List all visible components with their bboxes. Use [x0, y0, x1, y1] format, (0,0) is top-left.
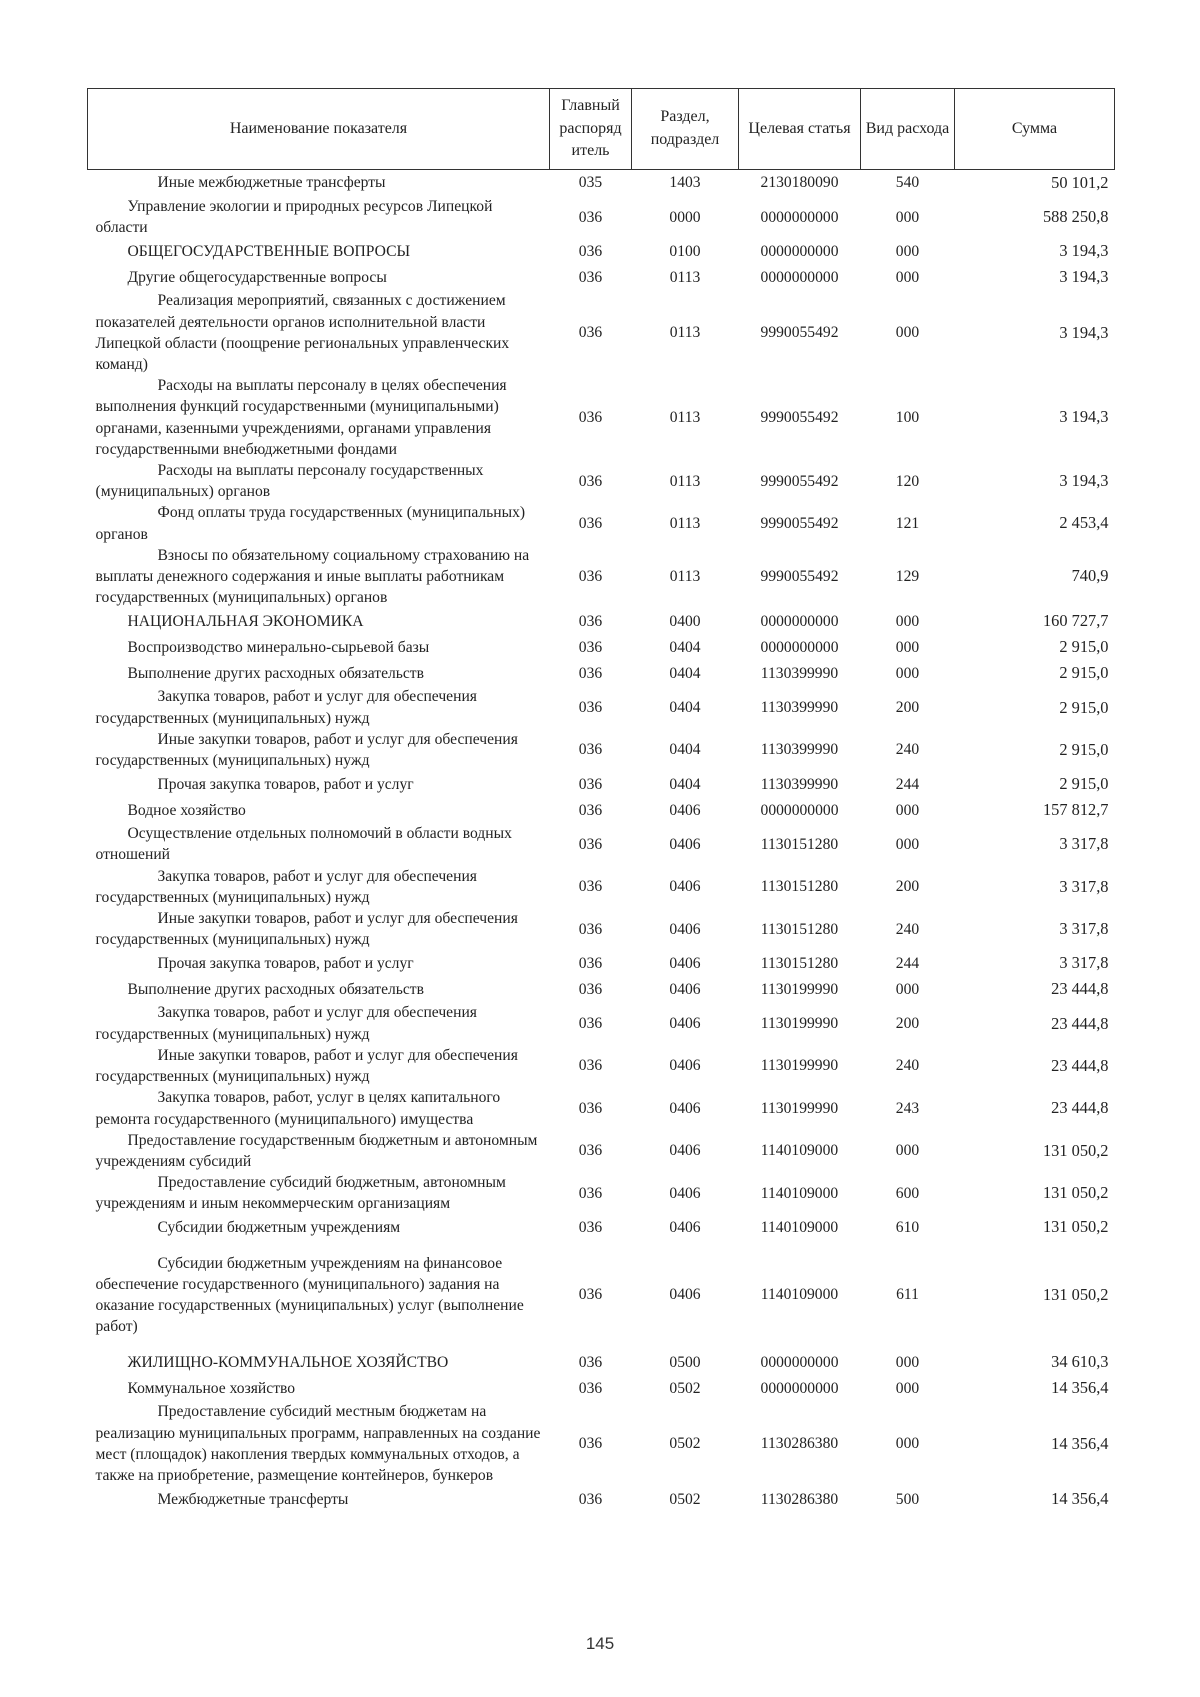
row-razdel: 0502 [669, 1490, 701, 1508]
table-row [88, 729, 1115, 771]
row-sum: 2 915,0 [1059, 637, 1109, 657]
row-name: Субсидии бюджетным учреждениям [157, 1218, 401, 1236]
row-target-article: 1130286380 [760, 1490, 839, 1508]
row-name: Межбюджетные трансферты [157, 1490, 349, 1508]
row-razdel: 0406 [669, 920, 701, 938]
row-grbs: 036 [578, 612, 603, 630]
row-razdel: 0000 [669, 208, 701, 226]
row-expense-type: 100 [895, 409, 920, 427]
row-sum: 14 356,4 [1051, 1488, 1109, 1508]
row-expense-type: 000 [895, 1379, 920, 1397]
row-sum: 50 101,2 [1051, 172, 1109, 192]
row-grbs: 036 [578, 268, 603, 286]
row-name: Предоставление субсидий местным бюджетам на реализацию муниципальных программ, направленных на создание мест (площадок) накопления твердых коммунальных отходов, а также на приобретение, размещение контейнеров, бункеров [95, 1403, 541, 1484]
row-name: Предоставление субсидий бюджетным, автономным учреждениям и иным некоммерческим организациям [95, 1174, 506, 1213]
row-sum: 2 915,0 [1059, 697, 1109, 717]
row-grbs: 036 [578, 699, 603, 717]
row-sum: 131 050,2 [1042, 1183, 1109, 1203]
row-razdel: 0406 [669, 1184, 701, 1202]
row-expense-type: 000 [895, 801, 920, 819]
row-grbs: 036 [578, 1099, 603, 1117]
table-row [88, 502, 1115, 544]
row-sum: 3 317,8 [1059, 834, 1109, 854]
row-sum: 2 915,0 [1059, 739, 1109, 759]
row-name: Иные закупки товаров, работ и услуг для обеспечения государственных (муниципальных) нужд [95, 910, 518, 949]
row-grbs: 036 [578, 1015, 603, 1033]
row-target-article: 9990055492 [760, 472, 839, 490]
row-expense-type: 540 [895, 174, 920, 192]
table-row [88, 1241, 1115, 1350]
row-razdel: 0406 [669, 835, 701, 853]
row-grbs: 036 [578, 1218, 603, 1236]
row-expense-type: 200 [895, 1015, 920, 1033]
row-name: Фонд оплаты труда государственных (муниципальных) органов [95, 504, 526, 543]
table-row [88, 660, 1115, 686]
row-sum: 2 453,4 [1059, 513, 1109, 533]
row-grbs: 036 [578, 638, 603, 656]
row-grbs: 036 [578, 954, 603, 972]
row-name: Водное хозяйство [127, 801, 246, 819]
row-expense-type: 240 [895, 920, 920, 938]
row-expense-type: 129 [895, 568, 920, 586]
header-sum: Сумма [955, 89, 1115, 170]
row-name: Закупка товаров, работ и услуг для обеспечения государственных (муниципальных) нужд [95, 1004, 477, 1043]
table-row [88, 1002, 1115, 1044]
row-target-article: 0000000000 [760, 638, 839, 656]
row-target-article: 1130399990 [760, 664, 839, 682]
row-target-article: 1140109000 [760, 1184, 839, 1202]
row-razdel: 0406 [669, 1142, 701, 1160]
row-razdel: 0404 [669, 664, 701, 682]
row-sum: 131 050,2 [1042, 1140, 1109, 1160]
row-expense-type: 000 [895, 1353, 920, 1371]
row-name: Выполнение других расходных обязательств [127, 980, 424, 998]
row-name: Субсидии бюджетным учреждениям на финансовое обеспечение государственного (муниципального) задания на оказание государственных (муниципальных) услуг (выполнение работ) [95, 1254, 524, 1336]
row-target-article: 9990055492 [760, 324, 839, 342]
row-grbs: 035 [578, 174, 603, 192]
table-row [88, 1486, 1115, 1512]
table-row [88, 1087, 1115, 1129]
header-grbs: Главный распоряд итель [550, 89, 632, 170]
table-row [88, 1215, 1115, 1241]
header-razdel: Раздел, подраздел [632, 89, 739, 170]
budget-table [87, 88, 1115, 1512]
row-razdel: 0406 [669, 1099, 701, 1117]
row-expense-type: 611 [896, 1286, 919, 1304]
row-grbs: 036 [578, 568, 603, 586]
header-target-article: Целевая статья [739, 89, 861, 170]
row-name: Выполнение других расходных обязательств [127, 664, 424, 682]
row-grbs: 036 [578, 775, 603, 793]
row-razdel: 0404 [669, 741, 701, 759]
row-razdel: 0500 [669, 1353, 701, 1371]
row-expense-type: 243 [895, 1099, 920, 1117]
row-sum: 34 610,3 [1051, 1352, 1109, 1372]
table-row [88, 823, 1115, 865]
row-grbs: 036 [578, 980, 603, 998]
table-row [88, 460, 1115, 502]
row-razdel: 0406 [669, 1286, 701, 1304]
row-name: Воспроизводство минерально-сырьевой базы [127, 638, 430, 656]
row-target-article: 2130180090 [760, 174, 839, 192]
table-row [88, 1130, 1115, 1172]
row-name: Иные закупки товаров, работ и услуг для обеспечения государственных (муниципальных) нужд [95, 1046, 518, 1086]
row-razdel: 0400 [669, 612, 701, 630]
row-sum: 3 194,3 [1059, 267, 1109, 287]
table-row [88, 976, 1115, 1002]
row-sum: 160 727,7 [1042, 611, 1109, 631]
row-expense-type: 000 [895, 664, 920, 682]
row-razdel: 0113 [669, 472, 701, 490]
page-number: 145 [585, 1634, 615, 1653]
row-name: Взносы по обязательному социальному страхованию на выплаты денежного содержания и иные выплаты работникам государственных (муниципальных) органов [95, 546, 530, 607]
row-expense-type: 120 [895, 472, 920, 490]
row-name: Коммунальное хозяйство [127, 1379, 296, 1397]
row-grbs: 036 [578, 324, 603, 342]
table-header [88, 89, 1115, 170]
row-sum: 3 194,3 [1059, 241, 1109, 261]
row-razdel: 0404 [669, 699, 701, 717]
row-expense-type: 000 [895, 242, 920, 260]
row-grbs: 036 [578, 1057, 603, 1075]
row-grbs: 036 [578, 835, 603, 853]
table-row [88, 1349, 1115, 1375]
row-razdel: 0406 [669, 980, 701, 998]
row-target-article: 1130199990 [760, 1057, 839, 1075]
row-grbs: 036 [578, 1435, 603, 1453]
row-expense-type: 000 [895, 638, 920, 656]
row-target-article: 1140109000 [760, 1142, 839, 1160]
row-razdel: 0113 [669, 268, 701, 286]
row-razdel: 0404 [669, 775, 701, 793]
row-expense-type: 000 [895, 208, 920, 226]
row-razdel: 0406 [669, 1057, 701, 1075]
row-sum: 131 050,2 [1042, 1217, 1109, 1237]
row-name: Прочая закупка товаров, работ и услуг [157, 954, 414, 972]
row-target-article: 0000000000 [760, 1379, 839, 1397]
row-name: НАЦИОНАЛЬНАЯ ЭКОНОМИКА [127, 612, 364, 630]
row-grbs: 036 [578, 801, 603, 819]
row-razdel: 1403 [669, 174, 701, 192]
row-expense-type: 000 [895, 835, 920, 853]
row-sum: 3 194,3 [1059, 471, 1109, 491]
row-expense-type: 200 [895, 699, 920, 717]
row-grbs: 036 [578, 1142, 603, 1160]
table-row [88, 1375, 1115, 1401]
row-expense-type: 600 [895, 1184, 920, 1202]
row-grbs: 036 [578, 878, 603, 896]
row-expense-type: 000 [895, 612, 920, 630]
row-expense-type: 000 [895, 1142, 920, 1160]
row-expense-type: 240 [895, 1057, 920, 1075]
row-sum: 3 317,8 [1059, 953, 1109, 973]
row-grbs: 036 [578, 1353, 603, 1371]
table-row [88, 238, 1115, 264]
row-sum: 23 444,8 [1051, 1055, 1109, 1075]
row-razdel: 0406 [669, 801, 701, 819]
row-expense-type: 121 [895, 515, 920, 533]
row-sum: 23 444,8 [1051, 1013, 1109, 1033]
table-row [88, 170, 1115, 197]
row-target-article: 1130399990 [760, 699, 839, 717]
row-name: ЖИЛИЩНО-КОММУНАЛЬНОЕ ХОЗЯЙСТВО [127, 1353, 449, 1371]
row-target-article: 9990055492 [760, 409, 839, 427]
table-row [88, 375, 1115, 460]
row-target-article: 1130151280 [760, 954, 839, 972]
row-sum: 14 356,4 [1051, 1433, 1109, 1453]
row-sum: 14 356,4 [1051, 1378, 1109, 1398]
row-name: Другие общегосударственные вопросы [127, 268, 387, 286]
row-name: Реализация мероприятий, связанных с достижением показателей деятельности органов исполнительной власти Липецкой области (поощрение региональных управленческих команд) [95, 292, 510, 374]
row-target-article: 9990055492 [760, 515, 839, 533]
row-expense-type: 500 [895, 1490, 920, 1508]
row-sum: 157 812,7 [1042, 800, 1109, 820]
row-expense-type: 244 [895, 775, 920, 793]
row-razdel: 0406 [669, 1015, 701, 1033]
row-sum: 3 194,3 [1059, 407, 1109, 427]
row-razdel: 0113 [669, 568, 701, 586]
row-expense-type: 000 [895, 1435, 920, 1453]
row-name: Расходы на выплаты персоналу государственных (муниципальных) органов [95, 462, 484, 501]
table-row [88, 545, 1115, 609]
table-row [88, 686, 1115, 728]
row-sum: 3 317,8 [1059, 919, 1109, 939]
header-expense-type: Вид расхода [861, 89, 955, 170]
row-sum: 2 915,0 [1059, 663, 1109, 683]
row-grbs: 036 [578, 409, 603, 427]
row-target-article: 0000000000 [760, 268, 839, 286]
row-sum: 3 317,8 [1059, 876, 1109, 896]
table-row [88, 634, 1115, 660]
row-target-article: 1130399990 [760, 741, 839, 759]
row-sum: 740,9 [1071, 566, 1109, 586]
table-body [88, 170, 1115, 1513]
row-grbs: 036 [578, 1379, 603, 1397]
row-target-article: 0000000000 [760, 1353, 839, 1371]
row-name: Иные межбюджетные трансферты [157, 174, 386, 192]
table-row [88, 1401, 1115, 1486]
row-target-article: 1140109000 [760, 1218, 839, 1236]
row-grbs: 036 [578, 208, 603, 226]
header-name: Наименование показателя [88, 89, 550, 170]
table-row [88, 1172, 1115, 1214]
row-razdel: 0113 [669, 324, 701, 342]
row-razdel: 0502 [669, 1379, 701, 1397]
row-name: Закупка товаров, работ, услуг в целях капитального ремонта государственного (муниципального) имущества [95, 1089, 501, 1128]
row-target-article: 1130199990 [760, 980, 839, 998]
row-name: Расходы на выплаты персоналу в целях обеспечения выполнения функций государственными (муниципальными) органами, казенными учреждениями, органами управления государственными внебюджетными фондами [95, 377, 507, 458]
row-expense-type: 244 [895, 954, 920, 972]
table-row [88, 771, 1115, 797]
row-target-article: 1130199990 [760, 1099, 839, 1117]
row-name: Прочая закупка товаров, работ и услуг [157, 775, 414, 793]
row-grbs: 036 [578, 1286, 603, 1304]
row-razdel: 0406 [669, 954, 701, 972]
row-sum: 23 444,8 [1051, 979, 1109, 999]
row-expense-type: 610 [895, 1218, 920, 1236]
row-expense-type: 000 [895, 324, 920, 342]
row-target-article: 0000000000 [760, 612, 839, 630]
row-razdel: 0404 [669, 638, 701, 656]
row-name: Закупка товаров, работ и услуг для обеспечения государственных (муниципальных) нужд [95, 688, 477, 727]
row-target-article: 1130286380 [760, 1435, 839, 1453]
row-sum: 131 050,2 [1042, 1284, 1109, 1304]
row-razdel: 0502 [669, 1435, 701, 1453]
row-razdel: 0113 [669, 515, 701, 533]
row-target-article: 1140109000 [760, 1286, 839, 1304]
table-row [88, 950, 1115, 976]
row-name: Предоставление государственным бюджетным и автономным учреждениям субсидий [95, 1131, 538, 1170]
row-target-article: 0000000000 [760, 801, 839, 819]
row-grbs: 036 [578, 664, 603, 682]
row-target-article: 1130151280 [760, 835, 839, 853]
row-sum: 3 194,3 [1059, 322, 1109, 342]
row-grbs: 036 [578, 1490, 603, 1508]
row-target-article: 1130151280 [760, 920, 839, 938]
row-sum: 588 250,8 [1042, 207, 1109, 227]
row-target-article: 9990055492 [760, 568, 839, 586]
row-razdel: 0100 [669, 242, 701, 260]
table-row [88, 908, 1115, 950]
table-row [88, 264, 1115, 290]
row-target-article: 0000000000 [760, 242, 839, 260]
row-expense-type: 240 [895, 741, 920, 759]
table-row [88, 608, 1115, 634]
row-name: ОБЩЕГОСУДАРСТВЕННЫЕ ВОПРОСЫ [127, 242, 411, 260]
row-name: Осуществление отдельных полномочий в области водных отношений [95, 825, 512, 864]
row-expense-type: 000 [895, 268, 920, 286]
table-row [88, 1045, 1115, 1087]
row-name: Закупка товаров, работ и услуг для обеспечения государственных (муниципальных) нужд [95, 867, 477, 906]
row-target-article: 1130199990 [760, 1015, 839, 1033]
table-row [88, 866, 1115, 908]
row-grbs: 036 [578, 515, 603, 533]
row-name: Иные закупки товаров, работ и услуг для обеспечения государственных (муниципальных) нужд [95, 730, 518, 770]
row-target-article: 1130151280 [760, 878, 839, 896]
row-razdel: 0406 [669, 878, 701, 896]
table-row [88, 797, 1115, 823]
row-razdel: 0406 [669, 1218, 701, 1236]
row-grbs: 036 [578, 472, 603, 490]
table-row [88, 290, 1115, 375]
row-razdel: 0113 [669, 409, 701, 427]
row-name: Управление экологии и природных ресурсов Липецкой области [95, 198, 493, 237]
row-grbs: 036 [578, 1184, 603, 1202]
row-grbs: 036 [578, 242, 603, 260]
row-grbs: 036 [578, 741, 603, 759]
row-sum: 23 444,8 [1051, 1098, 1109, 1118]
row-expense-type: 000 [895, 980, 920, 998]
row-sum: 2 915,0 [1059, 774, 1109, 794]
row-target-article: 1130399990 [760, 775, 839, 793]
row-expense-type: 200 [895, 878, 920, 896]
table-row [88, 196, 1115, 238]
row-target-article: 0000000000 [760, 208, 839, 226]
row-grbs: 036 [578, 920, 603, 938]
